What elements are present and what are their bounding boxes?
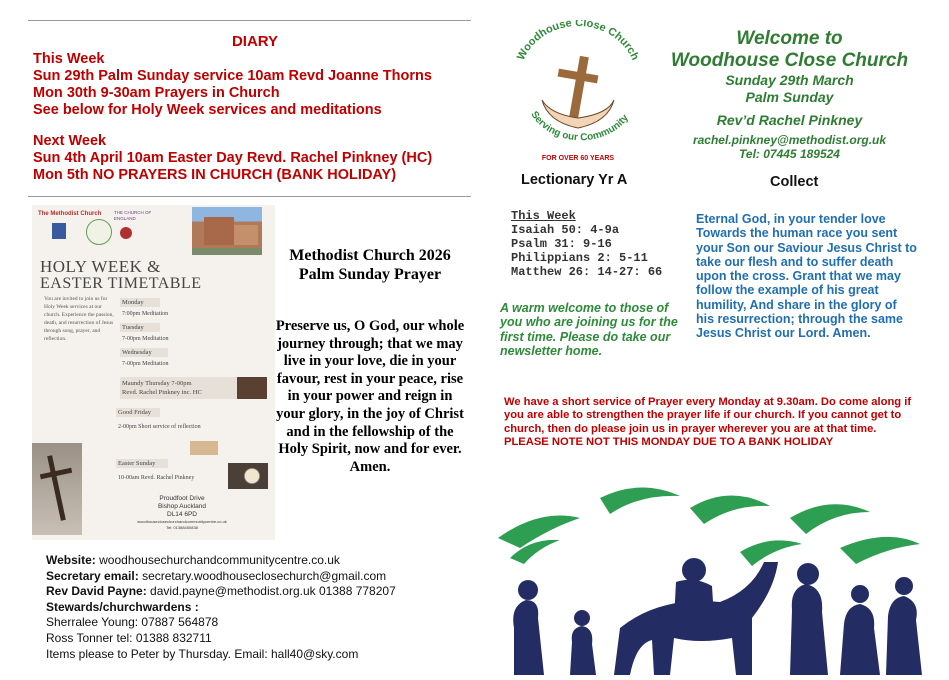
prayer-notice-text: We have a short service of Prayer every Monday at 9.30am. Do come along if you are able to strengthen the prayer life if our church. If you cannot get to church, then do please join us in prayer wherever you are at that time.	[504, 396, 912, 435]
address-line: Bishop Auckland	[157, 503, 207, 510]
prayer-body: Preserve us, O God, our whole journey through; that we may live in your love, die in your favour, rest in your peace, rise in your power and reign in your glory, in the joy of Christ and in the fellowship of the Holy Spirit, now and for ever. Amen.	[275, 318, 465, 475]
steward-row: Ross Tonner tel: 01388 832711	[46, 630, 212, 645]
poster-title-line2: EASTER TIMETABLE	[40, 275, 202, 292]
reading: Philippians 2: 5-11	[511, 251, 648, 265]
website-value: woodhousechurchandcommunitycentre.co.uk	[95, 553, 340, 567]
top-divider	[28, 20, 471, 21]
palm-sunday-illustration	[490, 478, 930, 675]
minister-email: rachel.pinkney@methodist.org.uk	[692, 133, 887, 147]
altar-cross-photo	[32, 443, 82, 535]
schedule-detail: 7:00pm Meditation	[122, 311, 169, 317]
schedule-detail: 7-00pm Meditation	[122, 336, 169, 342]
service-date: Sunday 29th March	[725, 72, 854, 88]
easter-sunday: Easter Sunday	[116, 459, 168, 468]
welcome-note: A warm welcome to those of you who are joining us for the first time. Please do take our newsletter home.	[500, 301, 678, 358]
church-logo-emblem	[508, 20, 648, 168]
diary-item: Mon 5th NO PRAYERS IN CHURCH (BANK HOLIDAY)	[33, 167, 397, 183]
minister-tel: Tel: 07445 189524	[739, 147, 840, 161]
svg-text:Woodhouse Close Church	[515, 20, 641, 62]
steward-row: Sherralee Young: 07887 564878	[46, 615, 219, 630]
lectionary-week-label: This Week	[511, 209, 576, 223]
poster-website: woodhouseclosechurchandcommunitycentre.co.uk	[137, 519, 227, 524]
secretary-label: Secretary email:	[46, 568, 139, 583]
reading: Isaiah 50: 4-9a	[511, 223, 620, 237]
diary-title: DIARY	[231, 33, 279, 50]
diary-item: Sun 4th April 10am Easter Day Revd. Rachel Pinkney (HC)	[33, 150, 433, 166]
church-logo-icon	[86, 219, 112, 245]
prayer-notice-note: PLEASE NOTE NOT THIS MONDAY DUE TO A BANK HOLIDAY	[504, 436, 834, 449]
maundy-line2: Revd. Rachel Pinkney inc. HC	[122, 389, 202, 396]
reading: Matthew 26: 14-27: 66	[511, 265, 663, 279]
welcome-line2: Woodhouse Close Church	[670, 50, 909, 71]
maundy-line1: Maundy Thursday 7-00pm	[122, 380, 192, 387]
address-line: Proudfoot Drive	[159, 495, 205, 502]
secretary-value: secretary.woodhouseclosechurch@gmail.com	[138, 568, 387, 583]
prayer-notice	[504, 396, 924, 450]
cross-emblem-icon	[52, 223, 66, 239]
website-row	[46, 553, 396, 569]
address-line: DL14 6PD	[167, 511, 197, 518]
crosses-icon	[190, 441, 218, 455]
poster-title-line1: HOLY WEEK &	[40, 257, 161, 276]
schedule-day: Tuesday	[120, 323, 160, 332]
secretary-row	[46, 569, 396, 585]
partner-logo-icon	[120, 227, 132, 239]
holy-week-poster	[32, 205, 275, 540]
good-friday-detail: 2-00pm Short service of reflection	[118, 424, 201, 430]
logo-bottom-text: Serving our Community	[528, 109, 631, 144]
reading: Psalm 31: 9-16	[511, 237, 612, 251]
stewards-row	[46, 600, 396, 616]
diary-divider	[28, 196, 471, 197]
stewards-label: Stewards/churchwardens :	[46, 599, 199, 614]
methodist-logo-label: The Methodist Church	[38, 211, 102, 217]
prayer-title: Methodist Church 2026 Palm Sunday Prayer	[289, 247, 451, 283]
welcome-line1: Welcome to	[736, 28, 843, 49]
empty-tomb-photo	[228, 463, 268, 489]
items-row: Items please to Peter by Thursday. Email: hall40@sky.com	[46, 646, 359, 661]
schedule-day: Monday	[120, 298, 160, 307]
church-logo	[508, 20, 648, 168]
payne-label: Rev David Payne:	[46, 584, 147, 599]
next-week-heading: Next Week	[33, 133, 107, 149]
logo-top-text: Woodhouse Close Church	[514, 20, 641, 63]
schedule-detail: 7-00pm Meditation	[122, 361, 169, 367]
diary-item: Sun 29th Palm Sunday service 10am Revd Joanne Thorns	[33, 68, 432, 84]
supper-photo	[237, 377, 267, 399]
lectionary-heading: Lectionary Yr A	[521, 172, 628, 188]
this-week-heading: This Week	[33, 51, 105, 67]
lectionary-readings	[511, 209, 662, 279]
payne-row	[46, 584, 396, 600]
church-building-photo	[192, 207, 262, 255]
payne-value: david.payne@methodist.org.uk 01388 778207	[146, 584, 396, 599]
maundy-thursday	[120, 377, 240, 399]
good-friday: Good Friday	[116, 408, 160, 417]
contact-details	[46, 553, 396, 662]
diary-item: Mon 30th 9-30am Prayers in Church	[33, 85, 280, 101]
logo-years: FOR OVER 60 YEARS	[541, 155, 615, 162]
coe-logo-label: THE CHURCH OF ENGLAND	[114, 210, 152, 221]
collect-heading: Collect	[770, 174, 819, 190]
diary-item: See below for Holy Week services and meditations	[33, 102, 382, 118]
palm-sunday-artwork	[490, 478, 930, 675]
collect-text: Eternal God, in your tender love Towards the human race you sent your Son our Saviour Jesus Christ to take our flesh and to suffer death upon the cross. Grant that we may follow the example of his great humility, And share in the glory of his resurrection; through the same Jesus Christ our Lord. Amen.	[696, 212, 917, 341]
easter-detail: 10-00am Revd. Rachel Pinkney	[118, 475, 195, 481]
service-occasion: Palm Sunday	[745, 89, 834, 105]
poster-tel: Tel: 01388450838	[166, 525, 198, 530]
schedule-day: Wednesday	[120, 348, 168, 357]
website-label: Website:	[46, 553, 96, 567]
poster-intro: You are invited to join us for Holy Week services at our church. Experience the passion, death, and resurrection of Jesus through song, prayer, and reflection.	[44, 296, 114, 342]
minister-name: Rev’d Rachel Pinkney	[716, 112, 863, 128]
